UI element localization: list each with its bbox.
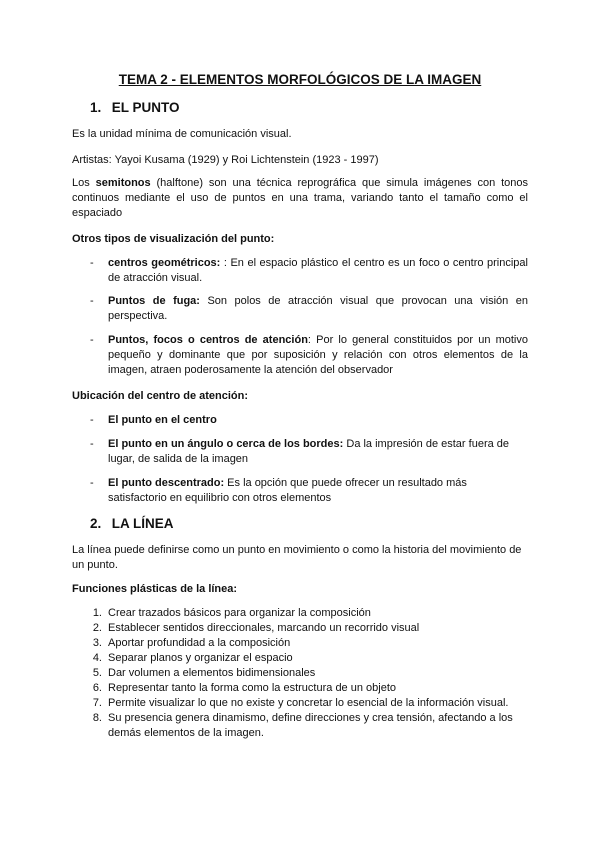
text-run: Es la opción que puede ofrecer un resultado más satisfactorio en equilibrio con otros elementos — [108, 477, 467, 504]
bold-term: Puntos, focos o centros de atención — [108, 334, 308, 346]
bullet-mark: - — [90, 477, 94, 489]
list-item — [108, 437, 528, 467]
paragraph: Es la unidad mínima de comunicación visual. — [72, 128, 292, 140]
paragraph: Artistas: Yayoi Kusama (1929) y Roi Lichtenstein (1923 - 1997) — [72, 154, 379, 166]
bullet-mark: - — [90, 438, 94, 450]
section-number: 1. — [90, 100, 102, 115]
bold-term: Puntos de fuga: — [108, 295, 200, 307]
list-number: 6. — [92, 682, 102, 694]
list-number: 7. — [92, 697, 102, 709]
bullet-mark: - — [90, 334, 94, 346]
bold-term: El punto en un ángulo o cerca de los bordes: — [108, 438, 344, 450]
list-item: Dar volumen a elementos bidimensionales — [108, 667, 316, 679]
text-run: : En el espacio plástico el centro es un foco o centro principal de atracción visual. — [108, 257, 528, 284]
list-item — [108, 413, 528, 428]
list-number: 3. — [92, 637, 102, 649]
list-item: Representar tanto la forma como la estructura de un objeto — [108, 682, 396, 694]
section-heading-punto — [90, 100, 180, 115]
list-item: Aportar profundidad a la composición — [108, 637, 291, 649]
section-number: 2. — [90, 516, 102, 531]
text-run: Los — [72, 177, 96, 189]
bold-term: centros geométricos: — [108, 257, 221, 269]
list-number: 1. — [92, 607, 102, 619]
bold-term: El punto descentrado: — [108, 477, 225, 489]
list-number: 5. — [92, 667, 102, 679]
section-title: LA LÍNEA — [111, 516, 174, 531]
bold-term: El punto en el centro — [108, 414, 217, 426]
list-item — [108, 294, 528, 324]
page-title: TEMA 2 - ELEMENTOS MORFOLÓGICOS DE LA IMAGEN — [118, 72, 482, 87]
bullet-mark: - — [90, 257, 94, 269]
list-item: Separar planos y organizar el espacio — [108, 652, 293, 664]
paragraph-semitonos — [72, 176, 528, 221]
section-heading-linea — [90, 516, 174, 531]
list-item — [108, 256, 528, 286]
list-item: Establecer sentidos direccionales, marcando un recorrido visual — [108, 622, 420, 634]
list-item: Crear trazados básicos para organizar la composición — [108, 607, 371, 619]
text-run: Son polos de atracción visual que provocan una visión en perspectiva. — [108, 295, 528, 322]
bullet-mark: - — [90, 414, 94, 426]
text-run: (halftone) son una técnica reprográfica que simula imágenes con tonos continuos mediante el uso de puntos en una trama, variando tanto el tamaño como el espaciado — [72, 177, 528, 219]
list-number: 4. — [92, 652, 102, 664]
list-item — [108, 476, 528, 506]
list-item — [108, 333, 528, 378]
bold-term: semitonos — [95, 177, 151, 189]
list-number: 8. — [92, 712, 102, 724]
text-run: : Por lo general constituidos por un motivo pequeño y dominante que por suposición y relación con otros elementos de la imagen, atraen poderosamente la atención del observador — [108, 334, 528, 376]
paragraph: La línea puede definirse como un punto en movimiento o como la historia del movimiento de un punto. — [72, 544, 522, 571]
list-number: 2. — [92, 622, 102, 634]
section-title: EL PUNTO — [111, 100, 180, 115]
list-item: Permite visualizar lo que no existe y concretar lo esencial de la información visual. — [108, 697, 509, 709]
subheading: Funciones plásticas de la línea: — [72, 583, 238, 595]
list-item: Su presencia genera dinamismo, define direcciones y crea tensión, afectando a los demás elementos de la imagen. — [108, 712, 513, 739]
bullet-mark: - — [90, 295, 94, 307]
subheading: Ubicación del centro de atención: — [72, 390, 249, 402]
text-run: Da la impresión de estar fuera de lugar, de salida de la imagen — [108, 438, 510, 465]
subheading: Otros tipos de visualización del punto: — [72, 233, 275, 245]
